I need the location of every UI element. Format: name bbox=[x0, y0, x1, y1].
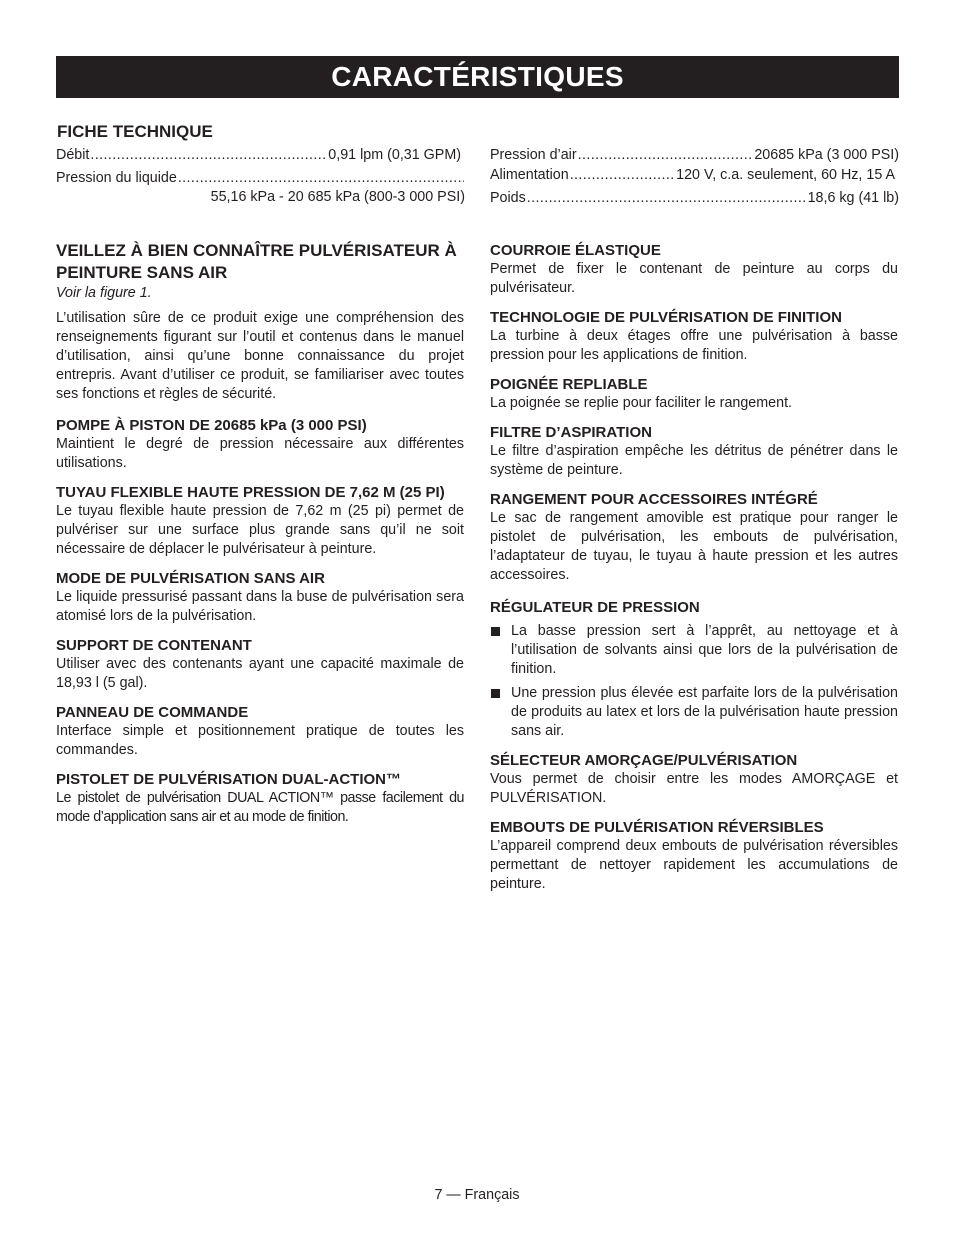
feature-section bbox=[490, 752, 898, 808]
regulator-section bbox=[490, 599, 898, 741]
feature-title: FILTRE D’ASPIRATION bbox=[490, 424, 652, 441]
feature-text: Maintient le degré de pression nécessaire aux différentes utilisations. bbox=[56, 436, 464, 471]
feature-section bbox=[490, 491, 898, 585]
spec-heading: FICHE TECHNIQUE bbox=[57, 122, 213, 141]
feature-text: Interface simple et positionnement pratique de toutes les commandes. bbox=[56, 723, 464, 758]
feature-text: Permet de fixer le contenant de peinture au corps du pulvérisateur. bbox=[490, 261, 898, 296]
spec-label: Alimentation bbox=[490, 167, 569, 183]
feature-text: Le tuyau flexible haute pression de 7,62 m (25 pi) permet de pulvériser sur une surface plus grande sans qu’il ne soit nécessaire de déplacer le pulvérisateur à peinture. bbox=[56, 503, 464, 557]
spec-left-column bbox=[56, 146, 465, 207]
feature-text: Vous permet de choisir entre les modes AMORÇAGE et PULVÉRISATION. bbox=[490, 771, 898, 806]
bullet-item: Une pression plus élevée est parfaite lors de la pulvérisation de produits au latex et lors de la pulvérisation haute pression sans air. bbox=[490, 684, 898, 741]
left-content-column bbox=[56, 240, 464, 838]
feature-title: MODE DE PULVÉRISATION SANS AIR bbox=[56, 570, 325, 587]
spec-label: Poids bbox=[490, 190, 526, 206]
spec-row-pression-liquide bbox=[56, 169, 465, 188]
spec-row-pression-air bbox=[490, 146, 899, 165]
feature-section bbox=[490, 376, 898, 413]
spec-label: Pression du liquide bbox=[56, 170, 177, 186]
spec-label: Débit bbox=[56, 147, 90, 163]
feature-text: Le pistolet de pulvérisation DUAL ACTION™ passe facilement du mode d’application sans air et au mode de finition. bbox=[56, 790, 464, 825]
spec-row-alimentation bbox=[490, 166, 895, 185]
feature-title: POMPE À PISTON DE 20685 kPa (3 000 PSI) bbox=[56, 417, 367, 434]
spec-right-column bbox=[490, 146, 899, 208]
feature-section bbox=[56, 570, 464, 626]
feature-section bbox=[56, 484, 464, 559]
feature-section bbox=[56, 637, 464, 693]
feature-text: Utiliser avec des contenants ayant une capacité maximale de 18,93 l (5 gal). bbox=[56, 656, 464, 691]
spec-label: Pression d’air bbox=[490, 147, 577, 163]
page-number-language: 7 — Français bbox=[434, 1187, 520, 1203]
feature-title: POIGNÉE REPLIABLE bbox=[490, 376, 648, 393]
feature-text: L’appareil comprend deux embouts de pulvérisation réversibles permettant de nettoyer rapidement les accumulations de peinture. bbox=[490, 838, 898, 892]
feature-title: PANNEAU DE COMMANDE bbox=[56, 704, 249, 721]
right-content-column bbox=[490, 242, 898, 905]
regulator-bullet-list bbox=[490, 622, 898, 741]
feature-text: La turbine à deux étages offre une pulvérisation à basse pression pour les applications de finition. bbox=[490, 328, 898, 363]
feature-section bbox=[490, 424, 898, 480]
feature-text: Le liquide pressurisé passant dans la buse de pulvérisation sera atomisé lors de la pulvérisation. bbox=[56, 589, 464, 624]
intro-paragraph: L’utilisation sûre de ce produit exige une compréhension des renseignements figurant sur l’outil et contenus dans le manuel d’utilisation, ainsi qu’une bonne connaissance du projet entrepris. Avant d’utiliser ce produit, se familiariser avec toutes ses fonctions et règles de sécurité. bbox=[56, 310, 464, 402]
feature-title: SUPPORT DE CONTENANT bbox=[56, 637, 252, 654]
feature-section bbox=[56, 417, 464, 473]
page-banner-title: CARACTÉRISTIQUES bbox=[56, 56, 899, 98]
feature-text: Le filtre d’aspiration empêche les détritus de pénétrer dans le système de peinture. bbox=[490, 443, 898, 478]
spec-row-debit bbox=[56, 146, 461, 165]
feature-title: SÉLECTEUR AMORÇAGE/PULVÉRISATION bbox=[490, 752, 798, 769]
feature-text: Le sac de rangement amovible est pratique pour ranger le pistolet de pulvérisation, les embouts de pulvérisation, l’adaptateur de tuyau, le tuyau à haute pression et les autres accessoires. bbox=[490, 510, 898, 583]
feature-section bbox=[490, 819, 898, 894]
intro-heading: VEILLEZ À BIEN CONNAÎTRE PULVÉRISATEUR À PEINTURE SANS AIR bbox=[56, 241, 457, 282]
feature-title: RÉGULATEUR DE PRESSION bbox=[490, 599, 700, 616]
feature-section bbox=[490, 309, 898, 365]
feature-title: RANGEMENT POUR ACCESSOIRES INTÉGRÉ bbox=[490, 491, 818, 508]
feature-section bbox=[56, 771, 464, 827]
spec-value: 18,6 kg (41 lb) bbox=[807, 190, 899, 206]
bullet-item: La basse pression sert à l’apprêt, au nettoyage et à l’utilisation de solvants ainsi que lors de la pulvérisation de finition. bbox=[490, 622, 898, 679]
feature-title: TECHNOLOGIE DE PULVÉRISATION DE FINITION bbox=[490, 309, 842, 326]
spec-value: 55,16 kPa - 20 685 kPa (800-3 000 PSI) bbox=[210, 189, 465, 205]
page-footer bbox=[0, 1187, 954, 1203]
spec-row-poids bbox=[490, 189, 899, 208]
figure-reference: Voir la figure 1. bbox=[56, 285, 152, 301]
feature-title: EMBOUTS DE PULVÉRISATION RÉVERSIBLES bbox=[490, 819, 824, 836]
spec-value: 120 V, c.a. seulement, 60 Hz, 15 A bbox=[676, 167, 895, 183]
feature-section bbox=[56, 704, 464, 760]
feature-text: La poignée se replie pour faciliter le rangement. bbox=[490, 395, 793, 411]
spec-value: 0,91 lpm (0,31 GPM) bbox=[328, 147, 461, 163]
feature-title: PISTOLET DE PULVÉRISATION DUAL-ACTION™ bbox=[56, 771, 402, 788]
feature-title: TUYAU FLEXIBLE HAUTE PRESSION DE 7,62 M (25 PI) bbox=[56, 484, 445, 501]
feature-section bbox=[490, 242, 898, 298]
spec-value: 20685 kPa (3 000 PSI) bbox=[754, 147, 899, 163]
feature-title: COURROIE ÉLASTIQUE bbox=[490, 242, 661, 259]
